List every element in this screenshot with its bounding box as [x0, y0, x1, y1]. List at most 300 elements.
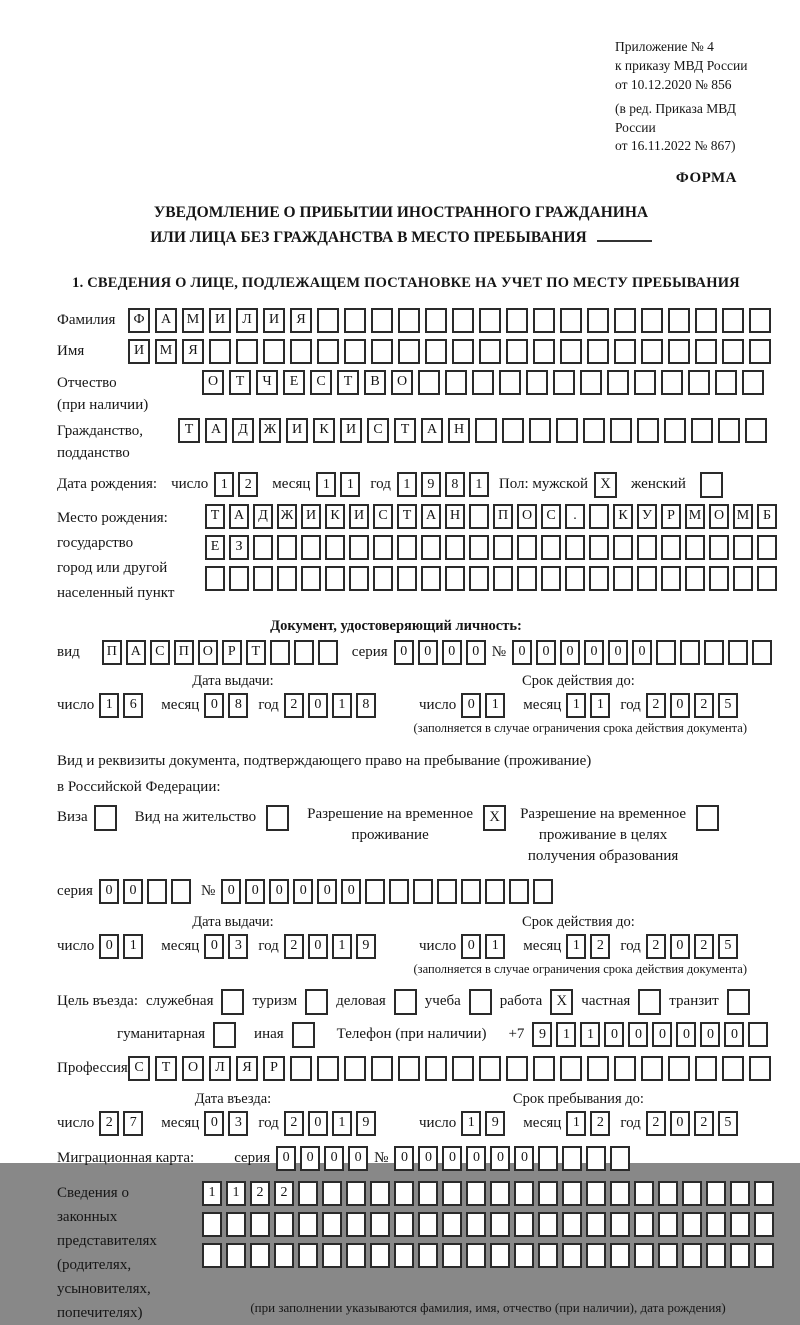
char-box[interactable]: [722, 1056, 744, 1081]
char-box[interactable]: 0: [628, 1022, 648, 1047]
char-box[interactable]: [397, 535, 417, 560]
purpose-humanitarian-checkbox[interactable]: [213, 1022, 236, 1048]
char-box[interactable]: [437, 879, 457, 904]
char-box[interactable]: 2: [284, 1111, 304, 1136]
char-box[interactable]: 1: [99, 693, 119, 718]
char-box[interactable]: [610, 418, 632, 443]
char-box[interactable]: [541, 566, 561, 591]
char-box[interactable]: [706, 1243, 726, 1268]
char-box[interactable]: [517, 535, 537, 560]
char-box[interactable]: Е: [205, 535, 225, 560]
char-box[interactable]: 9: [356, 1111, 376, 1136]
char-box[interactable]: 0: [466, 1146, 486, 1171]
char-box[interactable]: [421, 566, 441, 591]
char-box[interactable]: Л: [236, 308, 258, 333]
char-box[interactable]: [754, 1181, 774, 1206]
char-box[interactable]: [562, 1212, 582, 1237]
char-box[interactable]: [506, 1056, 528, 1081]
char-box[interactable]: [318, 640, 338, 665]
char-box[interactable]: Т: [229, 370, 251, 395]
char-box[interactable]: С: [150, 640, 170, 665]
char-box[interactable]: 0: [536, 640, 556, 665]
char-box[interactable]: 2: [590, 934, 610, 959]
char-box[interactable]: [538, 1212, 558, 1237]
char-box[interactable]: 1: [556, 1022, 576, 1047]
char-box[interactable]: [709, 566, 729, 591]
char-box[interactable]: 8: [445, 472, 465, 497]
char-box[interactable]: [688, 370, 710, 395]
residence-permit-checkbox[interactable]: [266, 805, 289, 831]
char-box[interactable]: С: [373, 504, 393, 529]
char-box[interactable]: [553, 370, 575, 395]
char-box[interactable]: [346, 1243, 366, 1268]
char-box[interactable]: [565, 535, 585, 560]
char-box[interactable]: Т: [155, 1056, 177, 1081]
char-box[interactable]: 0: [308, 1111, 328, 1136]
char-box[interactable]: 1: [485, 693, 505, 718]
char-box[interactable]: [202, 1212, 222, 1237]
char-box[interactable]: 0: [442, 640, 462, 665]
char-box[interactable]: [490, 1181, 510, 1206]
char-box[interactable]: Е: [283, 370, 305, 395]
char-box[interactable]: [209, 339, 231, 364]
char-box[interactable]: [641, 339, 663, 364]
char-box[interactable]: 7: [123, 1111, 143, 1136]
char-box[interactable]: [668, 1056, 690, 1081]
char-box[interactable]: Ч: [256, 370, 278, 395]
char-box[interactable]: [682, 1181, 702, 1206]
char-box[interactable]: [346, 1212, 366, 1237]
visa-checkbox[interactable]: [94, 805, 117, 831]
char-box[interactable]: 1: [469, 472, 489, 497]
char-box[interactable]: [704, 640, 724, 665]
char-box[interactable]: 0: [461, 934, 481, 959]
char-box[interactable]: [556, 418, 578, 443]
char-box[interactable]: [682, 1243, 702, 1268]
char-box[interactable]: 0: [317, 879, 337, 904]
char-box[interactable]: И: [263, 308, 285, 333]
char-box[interactable]: 0: [604, 1022, 624, 1047]
char-box[interactable]: 2: [590, 1111, 610, 1136]
char-box[interactable]: [514, 1181, 534, 1206]
char-box[interactable]: [730, 1243, 750, 1268]
char-box[interactable]: 1: [123, 934, 143, 959]
char-box[interactable]: 0: [394, 640, 414, 665]
char-box[interactable]: [656, 640, 676, 665]
char-box[interactable]: [418, 1212, 438, 1237]
char-box[interactable]: Б: [757, 504, 777, 529]
char-box[interactable]: 2: [646, 934, 666, 959]
char-box[interactable]: Т: [246, 640, 266, 665]
char-box[interactable]: [322, 1243, 342, 1268]
char-box[interactable]: [587, 1056, 609, 1081]
char-box[interactable]: [294, 640, 314, 665]
char-box[interactable]: [398, 1056, 420, 1081]
char-box[interactable]: 2: [238, 472, 258, 497]
char-box[interactable]: [533, 339, 555, 364]
char-box[interactable]: [742, 370, 764, 395]
char-box[interactable]: 1: [397, 472, 417, 497]
char-box[interactable]: [637, 418, 659, 443]
char-box[interactable]: К: [613, 504, 633, 529]
char-box[interactable]: [370, 1181, 390, 1206]
char-box[interactable]: [317, 1056, 339, 1081]
char-box[interactable]: Ж: [277, 504, 297, 529]
char-box[interactable]: 0: [276, 1146, 296, 1171]
char-box[interactable]: [325, 535, 345, 560]
char-box[interactable]: А: [421, 418, 443, 443]
char-box[interactable]: [733, 566, 753, 591]
char-box[interactable]: [586, 1243, 606, 1268]
char-box[interactable]: 0: [293, 879, 313, 904]
char-box[interactable]: [685, 535, 705, 560]
char-box[interactable]: 1: [566, 1111, 586, 1136]
char-box[interactable]: [373, 535, 393, 560]
char-box[interactable]: [641, 1056, 663, 1081]
char-box[interactable]: [560, 339, 582, 364]
char-box[interactable]: [562, 1181, 582, 1206]
char-box[interactable]: [695, 308, 717, 333]
char-box[interactable]: [394, 1243, 414, 1268]
char-box[interactable]: [641, 308, 663, 333]
char-box[interactable]: [614, 308, 636, 333]
char-box[interactable]: 2: [274, 1181, 294, 1206]
char-box[interactable]: 9: [532, 1022, 552, 1047]
char-box[interactable]: [394, 1181, 414, 1206]
char-box[interactable]: [580, 370, 602, 395]
char-box[interactable]: [301, 566, 321, 591]
char-box[interactable]: 8: [356, 693, 376, 718]
char-box[interactable]: С: [310, 370, 332, 395]
char-box[interactable]: [290, 1056, 312, 1081]
char-box[interactable]: К: [313, 418, 335, 443]
char-box[interactable]: 0: [204, 934, 224, 959]
char-box[interactable]: [682, 1212, 702, 1237]
char-box[interactable]: [533, 879, 553, 904]
char-box[interactable]: [658, 1181, 678, 1206]
char-box[interactable]: [583, 418, 605, 443]
char-box[interactable]: [298, 1212, 318, 1237]
char-box[interactable]: 2: [284, 693, 304, 718]
char-box[interactable]: [466, 1181, 486, 1206]
char-box[interactable]: [298, 1181, 318, 1206]
char-box[interactable]: [425, 1056, 447, 1081]
char-box[interactable]: 0: [394, 1146, 414, 1171]
char-box[interactable]: А: [126, 640, 146, 665]
char-box[interactable]: О: [202, 370, 224, 395]
char-box[interactable]: [398, 308, 420, 333]
char-box[interactable]: 5: [718, 1111, 738, 1136]
char-box[interactable]: [250, 1243, 270, 1268]
char-box[interactable]: П: [493, 504, 513, 529]
char-box[interactable]: [171, 879, 191, 904]
char-box[interactable]: 0: [512, 640, 532, 665]
char-box[interactable]: 0: [670, 693, 690, 718]
char-box[interactable]: 0: [584, 640, 604, 665]
char-box[interactable]: 2: [250, 1181, 270, 1206]
char-box[interactable]: 0: [418, 1146, 438, 1171]
char-box[interactable]: [344, 308, 366, 333]
char-box[interactable]: [365, 879, 385, 904]
char-box[interactable]: 1: [566, 934, 586, 959]
char-box[interactable]: [589, 535, 609, 560]
char-box[interactable]: В: [364, 370, 386, 395]
char-box[interactable]: [589, 504, 609, 529]
char-box[interactable]: [526, 370, 548, 395]
char-box[interactable]: [587, 339, 609, 364]
purpose-transit-checkbox[interactable]: [727, 989, 750, 1015]
char-box[interactable]: [614, 339, 636, 364]
char-box[interactable]: 1: [332, 693, 352, 718]
char-box[interactable]: [509, 879, 529, 904]
char-box[interactable]: [469, 566, 489, 591]
char-box[interactable]: 0: [724, 1022, 744, 1047]
char-box[interactable]: [637, 535, 657, 560]
char-box[interactable]: [397, 566, 417, 591]
char-box[interactable]: [562, 1243, 582, 1268]
char-box[interactable]: [695, 339, 717, 364]
char-box[interactable]: М: [685, 504, 705, 529]
char-box[interactable]: 0: [123, 879, 143, 904]
char-box[interactable]: 0: [560, 640, 580, 665]
char-box[interactable]: [418, 370, 440, 395]
char-box[interactable]: Н: [448, 418, 470, 443]
char-box[interactable]: И: [349, 504, 369, 529]
char-box[interactable]: 0: [461, 693, 481, 718]
char-box[interactable]: [661, 566, 681, 591]
char-box[interactable]: П: [174, 640, 194, 665]
purpose-official-checkbox[interactable]: [221, 989, 244, 1015]
char-box[interactable]: [418, 1243, 438, 1268]
char-box[interactable]: И: [209, 308, 231, 333]
char-box[interactable]: [587, 308, 609, 333]
char-box[interactable]: А: [229, 504, 249, 529]
char-box[interactable]: [668, 308, 690, 333]
char-box[interactable]: [290, 339, 312, 364]
char-box[interactable]: [394, 1212, 414, 1237]
char-box[interactable]: [442, 1243, 462, 1268]
char-box[interactable]: З: [229, 535, 249, 560]
temp-residence-edu-checkbox[interactable]: [696, 805, 719, 831]
char-box[interactable]: [709, 535, 729, 560]
char-box[interactable]: [442, 1181, 462, 1206]
purpose-private-checkbox[interactable]: [638, 989, 661, 1015]
char-box[interactable]: [613, 566, 633, 591]
char-box[interactable]: Д: [232, 418, 254, 443]
char-box[interactable]: 1: [580, 1022, 600, 1047]
char-box[interactable]: [479, 339, 501, 364]
char-box[interactable]: С: [128, 1056, 150, 1081]
char-box[interactable]: [469, 535, 489, 560]
char-box[interactable]: [745, 418, 767, 443]
char-box[interactable]: [325, 566, 345, 591]
char-box[interactable]: 1: [485, 934, 505, 959]
char-box[interactable]: [442, 1212, 462, 1237]
char-box[interactable]: [607, 370, 629, 395]
char-box[interactable]: О: [182, 1056, 204, 1081]
char-box[interactable]: [298, 1243, 318, 1268]
char-box[interactable]: Т: [178, 418, 200, 443]
char-box[interactable]: 0: [245, 879, 265, 904]
char-box[interactable]: Я: [182, 339, 204, 364]
char-box[interactable]: [349, 535, 369, 560]
char-box[interactable]: [586, 1212, 606, 1237]
char-box[interactable]: [722, 339, 744, 364]
char-box[interactable]: 0: [341, 879, 361, 904]
char-box[interactable]: [413, 879, 433, 904]
char-box[interactable]: [586, 1146, 606, 1171]
char-box[interactable]: [493, 566, 513, 591]
char-box[interactable]: А: [205, 418, 227, 443]
char-box[interactable]: 2: [99, 1111, 119, 1136]
char-box[interactable]: [277, 566, 297, 591]
char-box[interactable]: [634, 370, 656, 395]
char-box[interactable]: [479, 1056, 501, 1081]
char-box[interactable]: [610, 1243, 630, 1268]
char-box[interactable]: 3: [228, 1111, 248, 1136]
char-box[interactable]: [226, 1212, 246, 1237]
char-box[interactable]: [757, 535, 777, 560]
char-box[interactable]: [706, 1181, 726, 1206]
char-box[interactable]: [421, 535, 441, 560]
char-box[interactable]: [202, 1243, 222, 1268]
char-box[interactable]: [514, 1212, 534, 1237]
char-box[interactable]: [634, 1181, 654, 1206]
char-box[interactable]: [425, 308, 447, 333]
char-box[interactable]: [253, 535, 273, 560]
char-box[interactable]: [371, 339, 393, 364]
char-box[interactable]: 0: [466, 640, 486, 665]
char-box[interactable]: И: [340, 418, 362, 443]
char-box[interactable]: 2: [694, 693, 714, 718]
char-box[interactable]: [586, 1181, 606, 1206]
char-box[interactable]: [614, 1056, 636, 1081]
char-box[interactable]: О: [391, 370, 413, 395]
char-box[interactable]: [373, 566, 393, 591]
char-box[interactable]: [610, 1212, 630, 1237]
char-box[interactable]: [637, 566, 657, 591]
char-box[interactable]: [317, 308, 339, 333]
char-box[interactable]: [733, 535, 753, 560]
char-box[interactable]: [610, 1181, 630, 1206]
char-box[interactable]: А: [155, 308, 177, 333]
purpose-work-checkbox[interactable]: X: [550, 989, 573, 1015]
char-box[interactable]: [274, 1243, 294, 1268]
char-box[interactable]: Т: [337, 370, 359, 395]
char-box[interactable]: [469, 504, 489, 529]
char-box[interactable]: [529, 418, 551, 443]
char-box[interactable]: 2: [694, 1111, 714, 1136]
purpose-study-checkbox[interactable]: [469, 989, 492, 1015]
purpose-other-checkbox[interactable]: [292, 1022, 315, 1048]
char-box[interactable]: [514, 1243, 534, 1268]
char-box[interactable]: [425, 339, 447, 364]
char-box[interactable]: 0: [308, 693, 328, 718]
char-box[interactable]: [685, 566, 705, 591]
char-box[interactable]: [466, 1243, 486, 1268]
char-box[interactable]: М: [155, 339, 177, 364]
char-box[interactable]: Я: [290, 308, 312, 333]
char-box[interactable]: [562, 1146, 582, 1171]
char-box[interactable]: 0: [324, 1146, 344, 1171]
char-box[interactable]: [490, 1243, 510, 1268]
char-box[interactable]: 0: [418, 640, 438, 665]
char-box[interactable]: [754, 1243, 774, 1268]
char-box[interactable]: Л: [209, 1056, 231, 1081]
char-box[interactable]: [452, 339, 474, 364]
char-box[interactable]: [538, 1243, 558, 1268]
char-box[interactable]: Р: [263, 1056, 285, 1081]
char-box[interactable]: [506, 339, 528, 364]
char-box[interactable]: [661, 370, 683, 395]
char-box[interactable]: [749, 308, 771, 333]
char-box[interactable]: И: [286, 418, 308, 443]
char-box[interactable]: 2: [284, 934, 304, 959]
char-box[interactable]: [754, 1212, 774, 1237]
char-box[interactable]: 9: [421, 472, 441, 497]
char-box[interactable]: К: [325, 504, 345, 529]
char-box[interactable]: Д: [253, 504, 273, 529]
char-box[interactable]: 0: [608, 640, 628, 665]
char-box[interactable]: [533, 1056, 555, 1081]
char-box[interactable]: 0: [221, 879, 241, 904]
char-box[interactable]: О: [198, 640, 218, 665]
char-box[interactable]: Н: [445, 504, 465, 529]
char-box[interactable]: 0: [99, 934, 119, 959]
char-box[interactable]: 0: [99, 879, 119, 904]
char-box[interactable]: [389, 879, 409, 904]
char-box[interactable]: [346, 1181, 366, 1206]
char-box[interactable]: [634, 1243, 654, 1268]
char-box[interactable]: [749, 1056, 771, 1081]
char-box[interactable]: [730, 1212, 750, 1237]
char-box[interactable]: 1: [202, 1181, 222, 1206]
char-box[interactable]: М: [733, 504, 753, 529]
char-box[interactable]: [466, 1212, 486, 1237]
char-box[interactable]: [301, 535, 321, 560]
char-box[interactable]: 9: [485, 1111, 505, 1136]
char-box[interactable]: Ж: [259, 418, 281, 443]
char-box[interactable]: [445, 566, 465, 591]
char-box[interactable]: [658, 1243, 678, 1268]
char-box[interactable]: [370, 1243, 390, 1268]
char-box[interactable]: 0: [514, 1146, 534, 1171]
char-box[interactable]: Я: [236, 1056, 258, 1081]
char-box[interactable]: [147, 879, 167, 904]
char-box[interactable]: С: [541, 504, 561, 529]
char-box[interactable]: Т: [394, 418, 416, 443]
char-box[interactable]: [371, 1056, 393, 1081]
char-box[interactable]: 0: [676, 1022, 696, 1047]
char-box[interactable]: 1: [590, 693, 610, 718]
char-box[interactable]: [490, 1212, 510, 1237]
char-box[interactable]: [748, 1022, 768, 1047]
char-box[interactable]: [658, 1212, 678, 1237]
char-box[interactable]: [715, 370, 737, 395]
char-box[interactable]: У: [637, 504, 657, 529]
male-checkbox[interactable]: X: [594, 472, 617, 498]
char-box[interactable]: 1: [332, 1111, 352, 1136]
char-box[interactable]: [661, 535, 681, 560]
char-box[interactable]: [757, 566, 777, 591]
char-box[interactable]: [317, 339, 339, 364]
char-box[interactable]: [205, 566, 225, 591]
char-box[interactable]: 0: [348, 1146, 368, 1171]
char-box[interactable]: [229, 566, 249, 591]
char-box[interactable]: [398, 339, 420, 364]
char-box[interactable]: [493, 535, 513, 560]
char-box[interactable]: [634, 1212, 654, 1237]
